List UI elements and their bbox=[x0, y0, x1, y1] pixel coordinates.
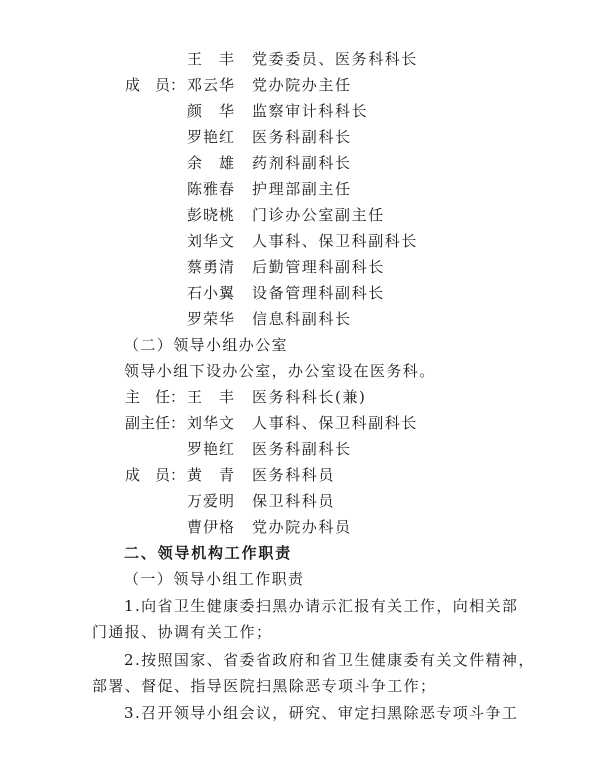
office-section-title: （二）领导小组办公室 bbox=[124, 336, 289, 354]
member-name: 罗荣华 bbox=[187, 310, 236, 328]
office-member-row bbox=[0, 439, 593, 459]
office-member-row bbox=[0, 517, 593, 537]
group-member-row bbox=[0, 309, 593, 329]
member-name: 刘华文 bbox=[187, 232, 236, 250]
member-title: 监察审计科科长 bbox=[252, 102, 369, 120]
member-title: 设备管理科副科长 bbox=[252, 284, 385, 302]
member-name: 蔡勇清 bbox=[187, 258, 236, 276]
member-name: 刘华文 bbox=[187, 414, 236, 432]
member-title: 医务科副科长 bbox=[252, 440, 352, 458]
member-name: 万爱明 bbox=[187, 492, 236, 510]
office-member-row bbox=[0, 413, 593, 433]
member-role: 主 任： bbox=[125, 388, 186, 406]
member-title: 党委委员、医务科科长 bbox=[252, 50, 419, 68]
member-title: 医务科副科长 bbox=[252, 128, 352, 146]
member-name: 曹伊格 bbox=[187, 518, 236, 536]
member-name: 余 雄 bbox=[187, 154, 236, 172]
member-role: 成 员： bbox=[125, 76, 186, 94]
group-member-row bbox=[0, 49, 593, 69]
member-name: 彭晓桃 bbox=[187, 206, 236, 224]
duties-subtitle: （一）领导小组工作职责 bbox=[124, 570, 305, 588]
group-member-row bbox=[0, 257, 593, 277]
group-member-row bbox=[0, 75, 593, 95]
member-name: 陈雅春 bbox=[187, 180, 236, 198]
member-role: 副主任： bbox=[125, 414, 186, 432]
member-title: 后勤管理科副科长 bbox=[252, 258, 385, 276]
member-name: 罗艳红 bbox=[187, 440, 236, 458]
duty-item-3-line-1: 3.召开领导小组会议，研究、审定扫黑除恶专项斗争工 bbox=[124, 704, 519, 722]
member-name: 王 丰 bbox=[187, 50, 236, 68]
member-title: 保卫科科员 bbox=[252, 492, 336, 510]
duty-item-1-line-2: 门通报、协调有关工作； bbox=[92, 623, 273, 641]
member-title: 门诊办公室副主任 bbox=[252, 206, 385, 224]
member-title: 人事科、保卫科副科长 bbox=[252, 414, 419, 432]
member-role: 成 员： bbox=[125, 466, 186, 484]
member-name: 石小翼 bbox=[187, 284, 236, 302]
member-title: 药剂科副科长 bbox=[252, 154, 352, 172]
member-title: 人事科、保卫科副科长 bbox=[252, 232, 419, 250]
member-name: 邓云华 bbox=[187, 76, 236, 94]
member-name: 王 丰 bbox=[187, 388, 236, 406]
office-member-row bbox=[0, 465, 593, 485]
member-name: 黄 青 bbox=[187, 466, 236, 484]
office-member-row bbox=[0, 491, 593, 511]
group-member-row bbox=[0, 179, 593, 199]
group-member-row bbox=[0, 283, 593, 303]
office-intro: 领导小组下设办公室，办公室设在医务科。 bbox=[124, 362, 436, 380]
duty-item-2-line-1: 2.按照国家、省委省政府和省卫生健康委有关文件精神， bbox=[124, 651, 535, 669]
group-member-row bbox=[0, 205, 593, 225]
group-member-row bbox=[0, 231, 593, 251]
duty-item-2-line-2: 部署、督促、指导医院扫黑除恶专项斗争工作； bbox=[92, 677, 437, 695]
member-name: 颜 华 bbox=[187, 102, 236, 120]
member-title: 护理部副主任 bbox=[252, 180, 352, 198]
duty-item-1-line-1: 1.向省卫生健康委扫黑办请示汇报有关工作，向相关部 bbox=[124, 597, 519, 615]
section-heading: 二、领导机构工作职责 bbox=[124, 544, 293, 562]
member-title: 党办院办主任 bbox=[252, 76, 352, 94]
group-member-row bbox=[0, 101, 593, 121]
member-title: 医务科科长(兼) bbox=[252, 388, 367, 406]
member-name: 罗艳红 bbox=[187, 128, 236, 146]
member-title: 党办院办科员 bbox=[252, 518, 352, 536]
member-title: 信息科副科长 bbox=[252, 310, 352, 328]
office-member-row bbox=[0, 387, 593, 407]
member-title: 医务科科员 bbox=[252, 466, 336, 484]
group-member-row bbox=[0, 153, 593, 173]
group-member-row bbox=[0, 127, 593, 147]
